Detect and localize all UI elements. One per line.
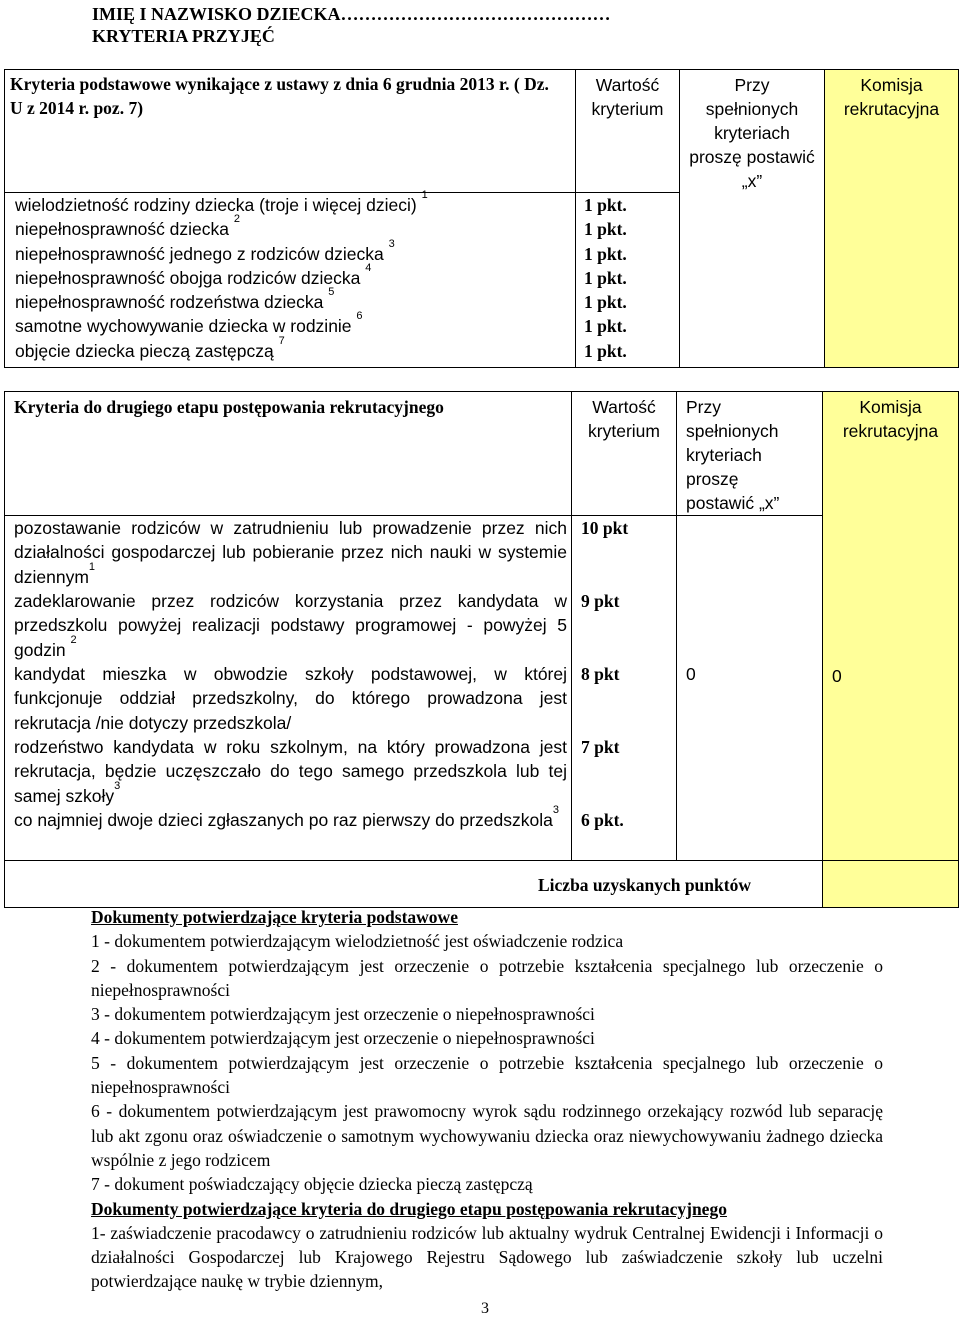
value: 1 pkt. bbox=[584, 292, 627, 313]
list-item: niepełnosprawność dziecka $^2$ bbox=[15, 213, 241, 240]
second-stage-title: Kryteria do drugiego etapu postępowania rekrutacyjnego bbox=[14, 397, 444, 417]
list-item: 3 - dokumentem potwierdzającym jest orzeczenie o niepełnosprawności bbox=[91, 1004, 595, 1025]
commission-header-cell bbox=[823, 392, 959, 861]
second-stage-title-cell bbox=[5, 392, 572, 516]
commission-header-cell bbox=[825, 70, 959, 368]
commission-header: Komisja rekrutacyjna bbox=[843, 75, 940, 119]
commission-value: 0 bbox=[832, 666, 842, 686]
mark-header: Przy spełnionych kryteriach proszę postawić „x” bbox=[686, 397, 780, 513]
list-item: 4 - dokumentem potwierdzającym jest orzeczenie o niepełnosprawności bbox=[91, 1028, 595, 1049]
mark-header-cell bbox=[680, 70, 825, 368]
basic-values-cell bbox=[576, 193, 680, 368]
mark bbox=[686, 735, 822, 808]
total-label: Liczba uzyskanych punktów bbox=[538, 875, 751, 895]
commission-header: Komisja rekrutacyjna bbox=[842, 397, 939, 441]
list-item: 5 - dokumentem potwierdzającym jest orzeczenie o potrzebie kształcenia specjalnego lub orzeczenie o niepełnosprawności bbox=[91, 1052, 883, 1098]
value: 1 pkt. bbox=[584, 219, 627, 240]
page-number: 3 bbox=[481, 1300, 489, 1317]
list-item: 1- zaświadczenie pracodawcy o zatrudnieniu rodziców lub aktualny wydruk Centralnej Ewidencji i Informacji o działalności Gospodarczej lub Krajowego Rejestru Sądowego lub zaświadczenie szkoły lub uczelni potwierdzające naukę w trybie dziennym, bbox=[91, 1222, 883, 1292]
page-title: KRYTERIA PRZYJĘĆ bbox=[92, 26, 275, 46]
mark bbox=[686, 516, 822, 589]
list-item: niepełnosprawność rodzeństwa dziecka $^5$ bbox=[15, 286, 335, 313]
second-marks-cell bbox=[677, 516, 823, 861]
list-item: 1 - dokumentem potwierdzającym wielodzietność jest oświadczenie rodzica bbox=[91, 931, 624, 952]
value: 7 pkt bbox=[581, 737, 620, 757]
second-stage-table bbox=[4, 391, 959, 908]
mark bbox=[686, 808, 822, 858]
value: 1 pkt. bbox=[584, 267, 627, 288]
value: 10 pkt bbox=[581, 518, 629, 538]
value-header: Wartość kryterium bbox=[591, 75, 664, 119]
list-item: samotne wychowywanie dziecka w rodzinie $^6$ bbox=[15, 310, 363, 337]
list-item: 6 - dokumentem potwierdzającym jest prawomocny wyrok sądu rodzinnego orzekający rozwód lub separację lub akt zgonu oraz oświadczenie o samotnym wychowywaniu dziecka oraz niewychowywaniu żadnego dziecka wspólnie z jego rodzicem bbox=[91, 1101, 883, 1170]
list-item: wielodzietność rodziny dziecka (troje i więcej dzieci) $^1$ bbox=[15, 189, 428, 215]
total-points-cell bbox=[823, 861, 959, 908]
list-item: niepełnosprawność jednego z rodziców dziecka $^3$ bbox=[15, 237, 395, 264]
basic-criteria-title: Kryteria podstawowe wynikające z ustawy z dnia 6 grudnia 2013 r. ( Dz. U z 2014 r. poz. 7) bbox=[10, 74, 549, 118]
value-header-cell bbox=[572, 392, 677, 516]
list-item: kandydat mieszka w obwodzie szkoły podstawowej, w której funkcjonuje oddział przedszkolny, do którego prowadzona jest rekrutacja /nie dotyczy przedszkola/ bbox=[14, 664, 567, 733]
value-header-cell bbox=[576, 70, 680, 193]
list-item: pozostawanie rodziców w zatrudnieniu lub prowadzenie przez nich działalności gospodarczej lub pobieranie przez nich nauki w systemie dziennym$^1$ bbox=[14, 518, 567, 587]
list-item: rodzeństwo kandydata w roku szkolnym, na który prowadzona jest rekrutacja, będzie uczęszczało do tego samego przedszkola lub tej samej szkoły$^3$ bbox=[14, 737, 567, 806]
basic-criteria-title-cell bbox=[5, 70, 576, 193]
value: 1 pkt. bbox=[584, 316, 627, 337]
child-name-line: IMIĘ I NAZWISKO DZIECKA……………………………………… bbox=[92, 4, 611, 24]
list-item: niepełnosprawność obojga rodziców dziecka $^4$ bbox=[15, 261, 372, 288]
docs-second-heading: Dokumenty potwierdzające kryteria do drugiego etapu postępowania rekrutacyjnego bbox=[91, 1198, 727, 1219]
mark: 0 bbox=[686, 664, 696, 684]
list-item: co najmniej dwoje dzieci zgłaszanych po raz pierwszy do przedszkola$^3$ bbox=[14, 804, 559, 830]
value: 1 pkt. bbox=[584, 340, 627, 361]
second-values-cell bbox=[572, 516, 677, 861]
docs-basic-heading: Dokumenty potwierdzające kryteria podstawowe bbox=[91, 907, 458, 927]
list-item: 2 - dokumentem potwierdzającym jest orzeczenie o potrzebie kształcenia specjalnego lub orzeczenie o niepełnosprawności bbox=[91, 955, 883, 1000]
basic-criteria-table bbox=[4, 69, 959, 368]
second-stage-list-cell bbox=[5, 516, 572, 861]
total-row-cell bbox=[5, 861, 823, 908]
value: 1 pkt. bbox=[584, 243, 627, 264]
mark-header: Przy spełnionych kryteriach proszę postawić „x” bbox=[689, 75, 815, 191]
documents-section bbox=[91, 905, 883, 1294]
list-item: zadeklarowanie przez rodziców korzystania przez kandydata w przedszkolu powyżej realizacji podstawy programowej - powyżej 5 godzin $^2$ bbox=[14, 591, 567, 660]
value: 8 pkt bbox=[581, 664, 620, 684]
basic-criteria-list-cell bbox=[5, 189, 576, 368]
mark bbox=[686, 589, 822, 662]
value: 1 pkt. bbox=[584, 195, 627, 215]
list-item: 7 - dokument poświadczający objęcie dziecka pieczą zastępczą bbox=[91, 1174, 533, 1195]
value: 6 pkt. bbox=[581, 810, 624, 830]
value: 9 pkt bbox=[581, 591, 620, 611]
value-header: Wartość kryterium bbox=[588, 397, 660, 441]
list-item: objęcie dziecka pieczą zastępczą $^7$ bbox=[15, 334, 285, 361]
mark-header-cell bbox=[677, 392, 823, 516]
